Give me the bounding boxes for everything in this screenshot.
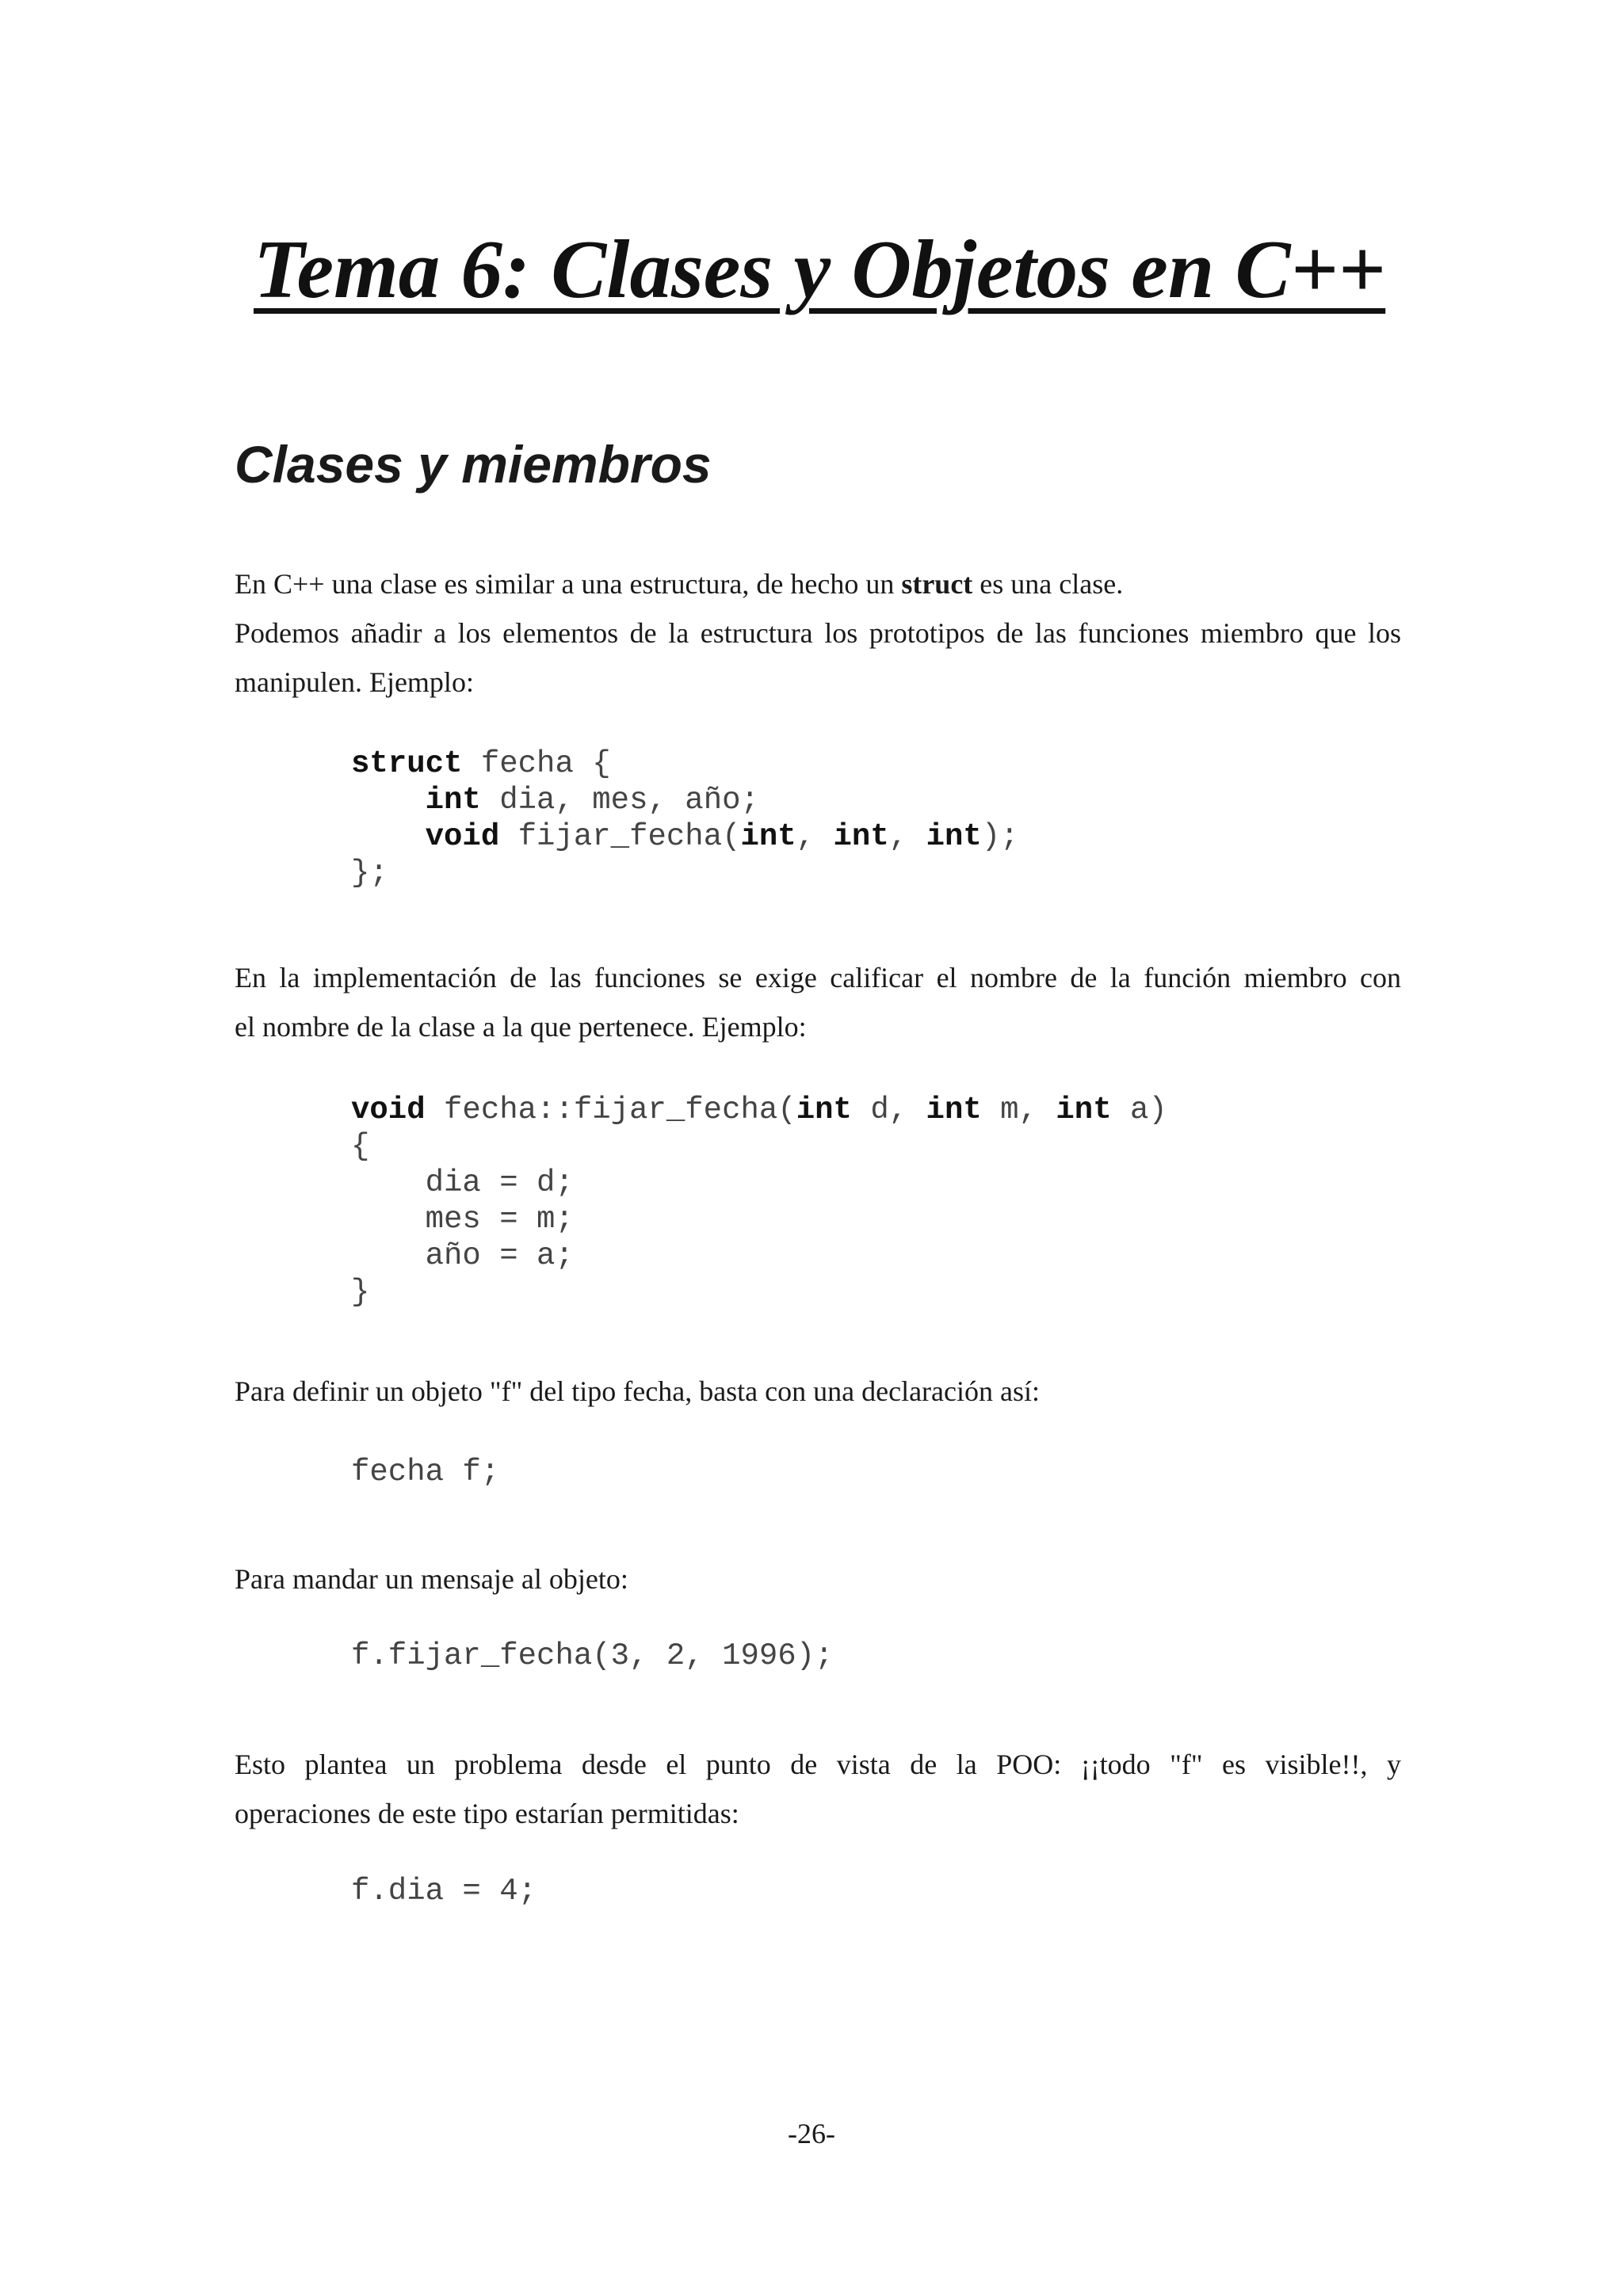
paragraph-message (235, 1554, 1401, 1604)
paragraph-declaration (235, 1367, 1401, 1416)
code-block-struct: struct fecha { int dia, mes, año; void fijar_fecha(int, int, int); }; (351, 746, 1019, 891)
section-heading: Clases y miembros (235, 435, 712, 494)
paragraph-problem (235, 1740, 1401, 1838)
keyword-struct-inline: struct (901, 568, 973, 600)
code-keyword: int (425, 783, 481, 818)
paragraph-intro-line-1: En C++ una clase es similar a una estructura, de hecho un struct es una clase. (235, 568, 1124, 600)
code-keyword: int (796, 1093, 852, 1127)
paragraph-intro (235, 559, 1401, 707)
paragraph-implementation-line-1: En la implementación de las funciones se exige calificar el nombre de la función miembro con (235, 962, 1401, 994)
page-number: -26- (788, 2118, 835, 2149)
paragraph-problem-line-1: Esto plantea un problema desde el punto de vista de la POO: ¡¡todo "f" es visible!!, y (235, 1749, 1401, 1780)
code-block-message: f.fijar_fecha(3, 2, 1996); (351, 1638, 834, 1673)
code-keyword: struct (351, 746, 463, 781)
code-block-declaration: fecha f; (351, 1455, 500, 1489)
paragraph-implementation-line-2: el nombre de la clase a la que pertenece. Ejemplo: (235, 1011, 807, 1043)
paragraph-problem-line-2: operaciones de este tipo estarían permitidas: (235, 1798, 739, 1829)
code-keyword: void (425, 819, 500, 854)
code-keyword: int (926, 819, 982, 854)
paragraph-declaration-line-1: Para definir un objeto "f" del tipo fecha, basta con una declaración así: (235, 1375, 1040, 1407)
code-keyword: int (1056, 1093, 1112, 1127)
code-keyword: int (926, 1093, 982, 1127)
paragraph-intro-line-2: Podemos añadir a los elementos de la estructura los prototipos de las funciones miembro que los (235, 617, 1401, 649)
paragraph-intro-line-3: manipulen. Ejemplo: (235, 666, 474, 698)
paragraph-message-line-1: Para mandar un mensaje al objeto: (235, 1563, 628, 1595)
code-keyword: void (351, 1093, 426, 1127)
code-keyword: int (740, 819, 796, 854)
code-block-assignment: f.dia = 4; (351, 1874, 537, 1909)
code-keyword: int (833, 819, 889, 854)
paragraph-implementation (235, 953, 1401, 1051)
page-title: Tema 6: Clases y Objetos en C++ (254, 223, 1386, 315)
code-block-implementation: void fecha::fijar_fecha(int d, int m, int a) { dia = d; mes = m; año = a; } (351, 1093, 1167, 1310)
